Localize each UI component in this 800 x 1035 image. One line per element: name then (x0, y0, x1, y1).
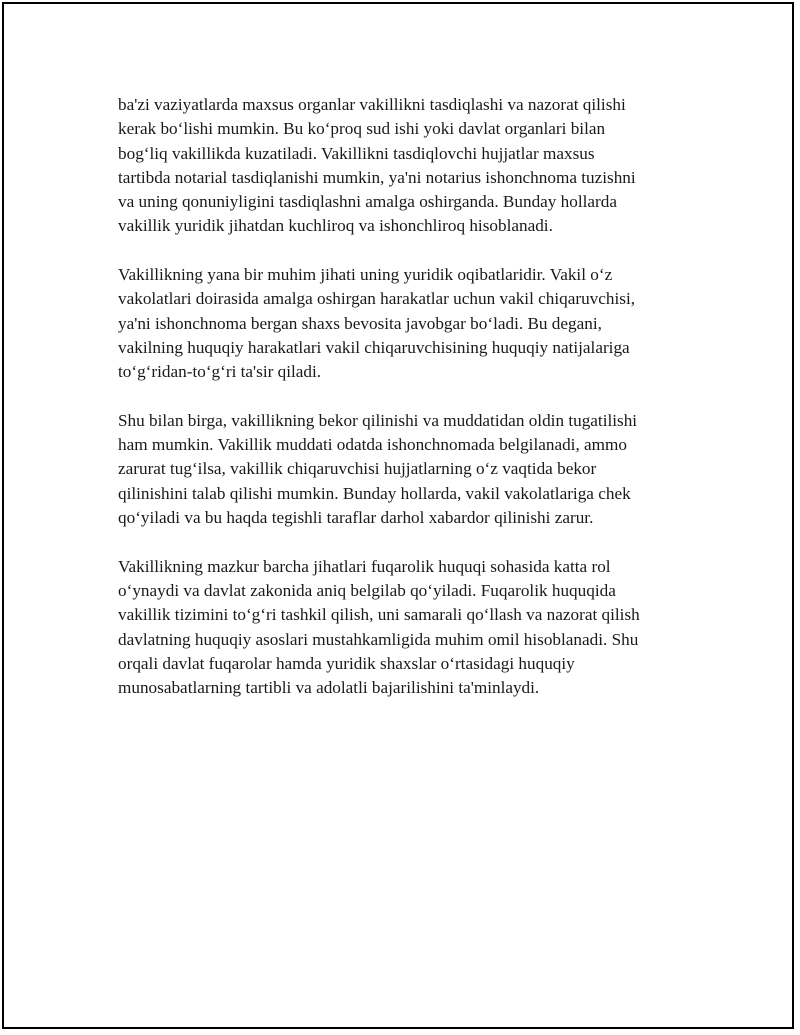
paragraph-2 (118, 263, 703, 384)
text-line: vakillik tizimini to‘g‘ri tashkil qilish, uni samarali qo‘llash va nazorat qilish (118, 605, 640, 625)
text-line: ba'zi vaziyatlarda maxsus organlar vakillikni tasdiqlashi va nazorat qilishi (118, 95, 626, 114)
text-line: to‘g‘ridan-to‘g‘ri ta'sir qiladi. (118, 362, 322, 382)
text-line: ya'ni ishonchnoma bergan shaxs bevosita javobgar bo‘ladi. Bu degani, (118, 313, 602, 333)
text-line: vakillik yuridik jihatdan kuchliroq va ishonchliroq hisoblanadi. (118, 216, 553, 236)
text-line: bog‘liq vakillikda kuzatiladi. Vakillikni tasdiqlovchi hujjatlar maxsus (118, 143, 595, 163)
text-line: Vakillikning mazkur barcha jihatlari fuqarolik huquqi sohasida katta rol (118, 556, 611, 576)
text-line: davlatning huquqiy asoslari mustahkamligida muhim omil hisoblanadi. Shu (118, 629, 639, 649)
text-line: vakilning huquqiy harakatlari vakil chiqaruvchisining huquqiy natijalariga (118, 337, 630, 357)
text-line: Vakillikning yana bir muhim jihati uning yuridik oqibatlaridir. Vakil o‘z (118, 265, 613, 285)
paragraph-3 (118, 409, 703, 530)
text-line: munosabatlarning tartibli va adolatli bajarilishini ta'minlaydi. (118, 678, 540, 698)
text-line: tartibda notarial tasdiqlanishi mumkin, ya'ni notarius ishonchnoma tuzishni (118, 167, 636, 187)
document-body (118, 93, 703, 725)
text-line: ham mumkin. Vakillik muddati odatda ishonchnomada belgilanadi, ammo (118, 435, 628, 455)
text-line: qo‘yiladi va bu haqda tegishli taraflar darhol xabardor qilinishi zarur. (118, 508, 594, 528)
paragraph-4 (118, 555, 703, 701)
text-line: o‘ynaydi va davlat zakonida aniq belgilab qo‘yiladi. Fuqarolik huquqida (118, 580, 616, 600)
paragraph-1 (118, 93, 703, 239)
text-line: Shu bilan birga, vakillikning bekor qilinishi va muddatidan oldin tugatilishi (118, 410, 638, 430)
text-line: va uning qonuniyligini tasdiqlashni amalga oshirganda. Bunday hollarda (118, 192, 617, 212)
text-line: vakolatlari doirasida amalga oshirgan harakatlar uchun vakil chiqaruvchisi, (118, 289, 636, 309)
text-line: qilinishini talab qilishi mumkin. Bunday hollarda, vakil vakolatlariga chek (118, 483, 631, 503)
text-line: zarurat tug‘ilsa, vakillik chiqaruvchisi hujjatlarning o‘z vaqtida bekor (118, 459, 597, 479)
text-line: kerak bo‘lishi mumkin. Bu ko‘proq sud ishi yoki davlat organlari bilan (118, 119, 606, 139)
text-line: orqali davlat fuqarolar hamda yuridik shaxslar o‘rtasidagi huquqiy (118, 653, 575, 673)
